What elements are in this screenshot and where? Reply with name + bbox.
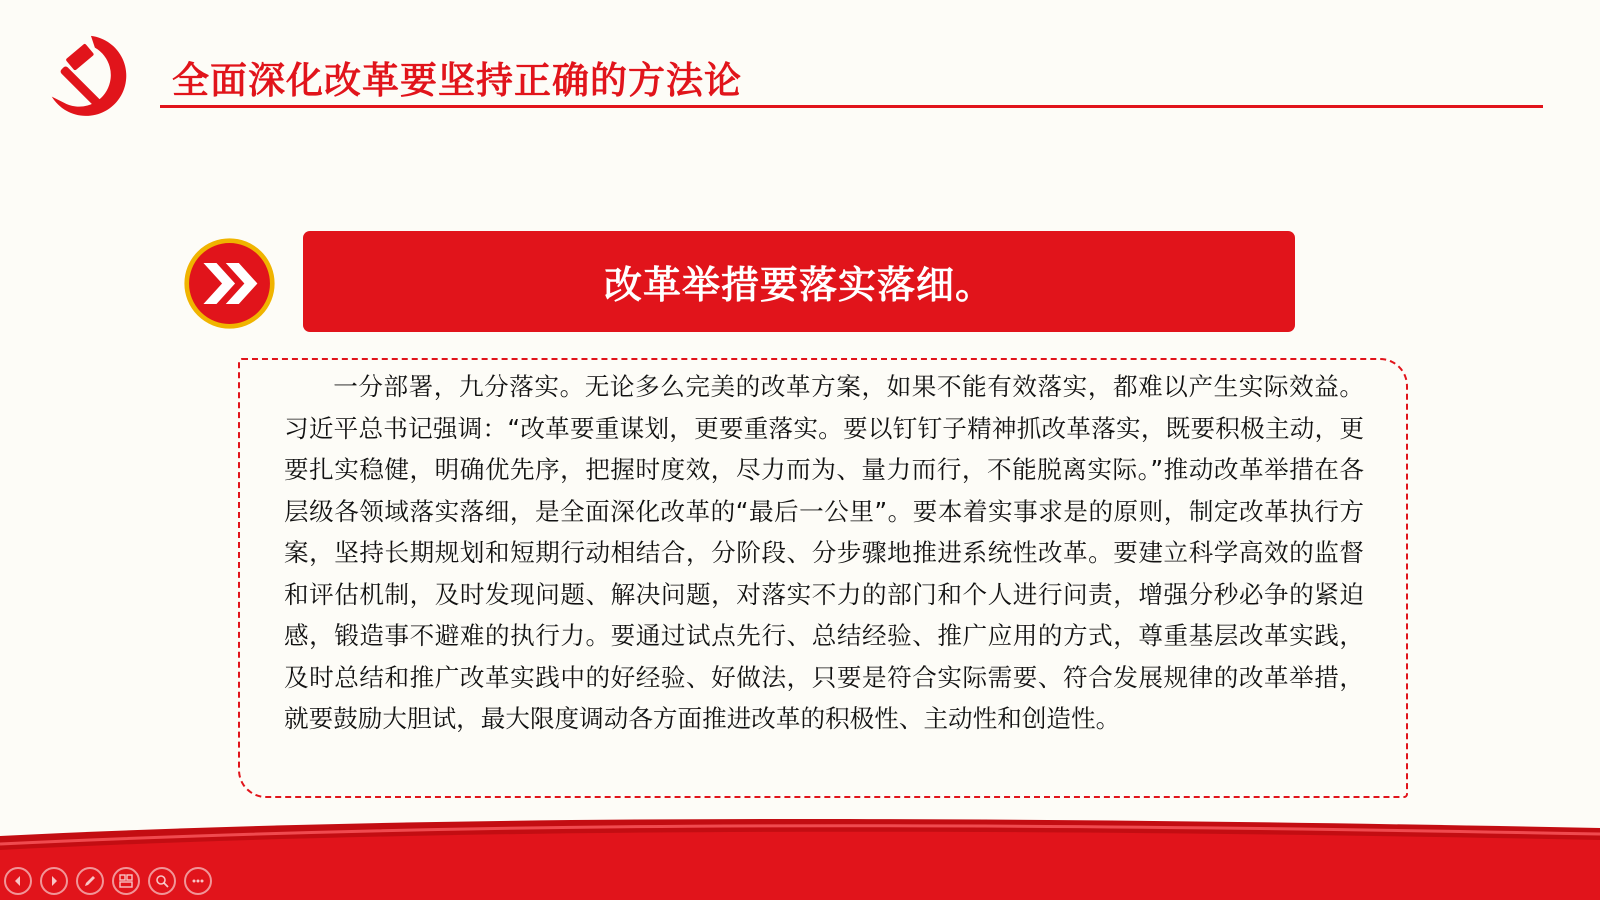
pen-icon[interactable] xyxy=(76,867,104,895)
page-title: 全面深化改革要坚持正确的方法论 xyxy=(172,59,742,102)
previous-slide-icon[interactable] xyxy=(4,867,32,895)
section-title: 改革举措要落实落细。 xyxy=(603,263,994,307)
zoom-icon[interactable] xyxy=(148,867,176,895)
presentation-toolbar xyxy=(4,867,212,897)
more-options-icon[interactable] xyxy=(184,867,212,895)
double-chevron-right-icon xyxy=(183,237,276,330)
body-paragraph: 一分部署，九分落实。无论多么完美的改革方案，如果不能有效落实，都难以产生实际效益。习近平总书记强调：“改革要重谋划，更要重落实。要以钉钉子精神抓改革落实，既要积极主动，更要扎实稳健，明确优先序，把握时度效，尽力而为、量力而行，不能脱离实际。”推动改革举措在各层级各领域落实落细，是全面深化改革的“最后一公里”。要本着实事求是的原则，制定改革执行方案，坚持长期规划和短期行动相结合，分阶段、分步骤地推进系统性改革。要建立科学高效的监督和评估机制，及时发现问题、解决问题，对落实不力的部门和个人进行问责，增强分秒必争的紧迫感，锻造事不避难的执行力。要通过试点先行、总结经验、推广应用的方式，尊重基层改革实践，及时总结和推广改革实践中的好经验、好做法，只要是符合实际需要、符合发展规律的改革举措，就要鼓励大胆试，最大限度调动各方面推进改革的积极性、主动性和创造性。 xyxy=(284,372,1364,733)
hammer-sickle-icon xyxy=(40,28,138,126)
slide-grid-icon[interactable] xyxy=(112,867,140,895)
content-box xyxy=(238,358,1408,798)
decorative-wave xyxy=(0,814,1600,900)
section-banner xyxy=(303,231,1295,332)
next-slide-icon[interactable] xyxy=(40,867,68,895)
title-divider xyxy=(160,105,1543,108)
